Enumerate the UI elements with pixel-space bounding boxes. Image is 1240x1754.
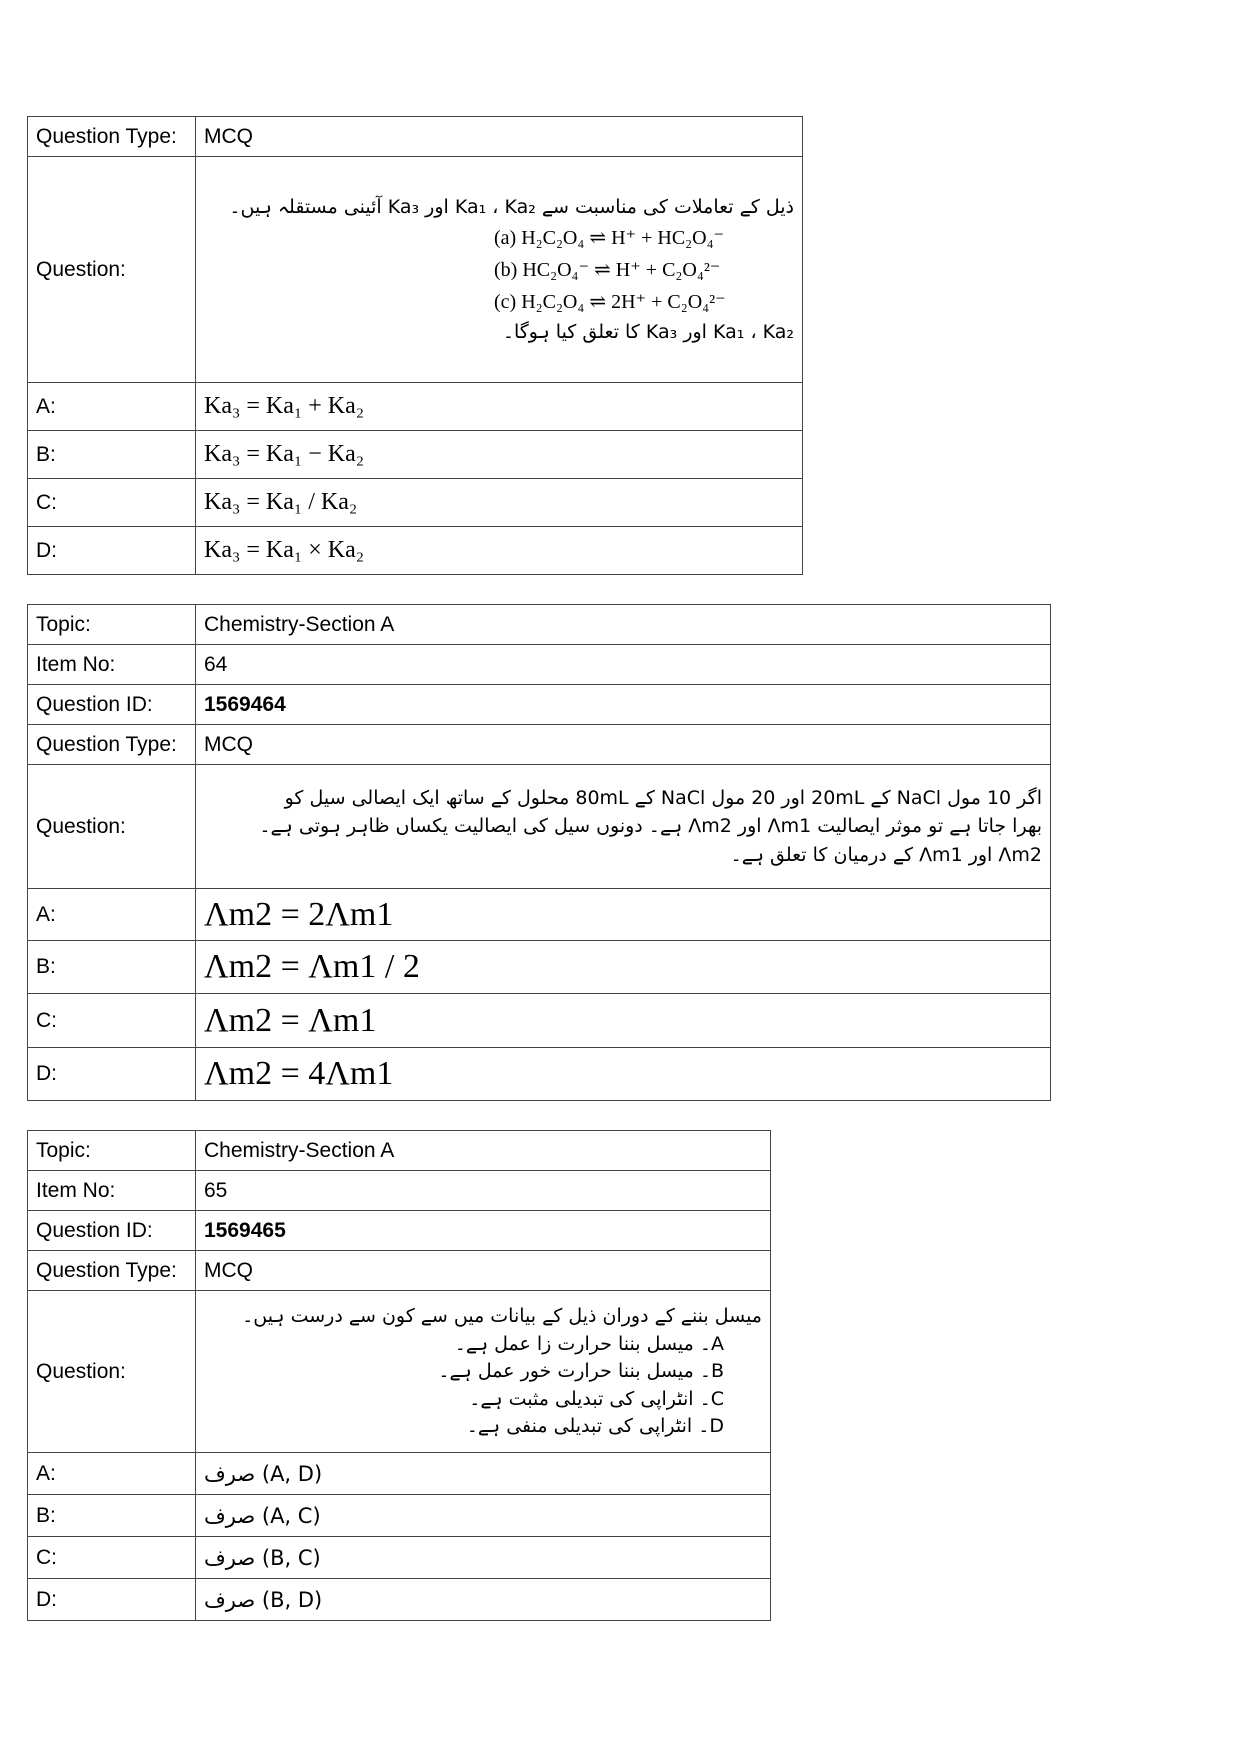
question-line-1: اگر 10 مول NaCl کے 20mL اور 20 مول NaCl کے 80mL محلول کے ساتھ ایک ایصالی سیل کو: [284, 786, 1042, 809]
row-option-d: [28, 1579, 771, 1621]
label-question: Question:: [28, 765, 196, 889]
option-c-value: Ka₃ = Ka₁ / Ka₂: [196, 479, 803, 527]
label-option-a: A:: [28, 1453, 196, 1495]
option-d-value: Λm2 = 4Λm1: [196, 1048, 1051, 1101]
question-line-2: بھرا جاتا ہے تو موثر ایصالیت Λm1 اور Λm2 ہے۔ دونوں سیل کی ایصالیت یکساں ظاہر ہوتی ہے۔: [259, 815, 1042, 838]
label-question-type: Question Type:: [28, 725, 196, 765]
row-option-d: [28, 1048, 1051, 1101]
label-option-c: C:: [28, 1537, 196, 1579]
option-a-value: Λm2 = 2Λm1: [196, 889, 1051, 941]
question-body: [196, 765, 1051, 889]
question-body: [196, 1291, 771, 1453]
question-type-value: MCQ: [196, 725, 1051, 765]
topic-value: Chemistry-Section A: [196, 1131, 771, 1171]
row-question-id: [28, 1211, 771, 1251]
option-d-value: (B, D) صرف: [196, 1579, 771, 1621]
option-c-value: Λm2 = Λm1: [196, 994, 1051, 1048]
label-option-b: B:: [28, 941, 196, 994]
equation-c: (c) H₂C₂O₄ ⇌ 2H⁺ + C₂O₄²⁻: [494, 290, 726, 313]
statement-c: C۔ انٹراپی کی تبدیلی مثبت ہے۔: [469, 1387, 724, 1410]
label-topic: Topic:: [28, 1131, 196, 1171]
question-line-3: Λm2 اور Λm1 کے درمیان کا تعلق ہے۔: [730, 843, 1042, 866]
option-c-value: (B, C) صرف: [196, 1537, 771, 1579]
option-d-value: Ka₃ = Ka₁ × Ka₂: [196, 527, 803, 575]
topic-value: Chemistry-Section A: [196, 605, 1051, 645]
row-question-type: [28, 1251, 771, 1291]
row-option-b: [28, 941, 1051, 994]
label-question: Question:: [28, 1291, 196, 1453]
item-no-value: 65: [196, 1171, 771, 1211]
label-question-id: Question ID:: [28, 1211, 196, 1251]
row-option-c: [28, 1537, 771, 1579]
question-body: [196, 157, 803, 383]
option-b-value: (A, C) صرف: [196, 1495, 771, 1537]
question-type-value: MCQ: [196, 1251, 771, 1291]
label-question-type: Question Type:: [28, 1251, 196, 1291]
label-option-b: B:: [28, 1495, 196, 1537]
option-b-value: Ka₃ = Ka₁ − Ka₂: [196, 431, 803, 479]
question-ask: Ka₁ ، Ka₂ اور Ka₃ کا تعلق کیا ہوگا۔: [502, 320, 794, 343]
row-option-c: [28, 994, 1051, 1048]
row-question: [28, 1291, 771, 1453]
row-option-b: [28, 431, 803, 479]
equation-a: (a) H₂C₂O₄ ⇌ H⁺ + HC₂O₄⁻: [494, 226, 725, 249]
question-intro: ذیل کے تعاملات کی مناسبت سے Ka₁ ، Ka₂ اور Ka₃ آئینی مستقلہ ہیں۔: [229, 196, 794, 218]
row-topic: [28, 605, 1051, 645]
question-intro: میسل بننے کے دوران ذیل کے بیانات میں سے کون سے درست ہیں۔: [242, 1305, 762, 1328]
statement-a: A۔ میسل بننا حرارت زا عمل ہے۔: [454, 1332, 724, 1355]
label-option-d: D:: [28, 527, 196, 575]
equation-b: (b) HC₂O₄⁻ ⇌ H⁺ + C₂O₄²⁻: [494, 258, 721, 281]
row-topic: [28, 1131, 771, 1171]
row-option-a: [28, 1453, 771, 1495]
row-option-c: [28, 479, 803, 527]
row-item-no: [28, 645, 1051, 685]
row-question-type: [28, 117, 803, 157]
row-question: [28, 765, 1051, 889]
label-option-c: C:: [28, 994, 196, 1048]
label-option-a: A:: [28, 889, 196, 941]
label-question-type: Question Type:: [28, 117, 196, 157]
option-b-value: Λm2 = Λm1 / 2: [196, 941, 1051, 994]
row-question-type: [28, 725, 1051, 765]
label-option-a: A:: [28, 383, 196, 431]
label-question-id: Question ID:: [28, 685, 196, 725]
question-table-65: [27, 1130, 771, 1621]
question-table-64: [27, 604, 1051, 1101]
row-question-id: [28, 685, 1051, 725]
row-option-a: [28, 889, 1051, 941]
statement-d: D۔ انٹراپی کی تبدیلی منفی ہے۔: [466, 1415, 724, 1438]
question-type-value: MCQ: [196, 117, 803, 157]
label-item-no: Item No:: [28, 1171, 196, 1211]
label-option-d: D:: [28, 1048, 196, 1101]
label-item-no: Item No:: [28, 645, 196, 685]
label-option-d: D:: [28, 1579, 196, 1621]
row-option-a: [28, 383, 803, 431]
row-option-b: [28, 1495, 771, 1537]
option-a-value: Ka₃ = Ka₁ + Ka₂: [196, 383, 803, 431]
question-id-value: 1569465: [196, 1211, 771, 1251]
row-item-no: [28, 1171, 771, 1211]
label-question: Question:: [28, 157, 196, 383]
label-topic: Topic:: [28, 605, 196, 645]
question-table-63: [27, 116, 803, 575]
row-option-d: [28, 527, 803, 575]
row-question: [28, 157, 803, 383]
label-option-c: C:: [28, 479, 196, 527]
statement-b: B۔ میسل بننا حرارت خور عمل ہے۔: [438, 1360, 724, 1383]
label-option-b: B:: [28, 431, 196, 479]
option-a-value: (A, D) صرف: [196, 1453, 771, 1495]
item-no-value: 64: [196, 645, 1051, 685]
question-id-value: 1569464: [196, 685, 1051, 725]
